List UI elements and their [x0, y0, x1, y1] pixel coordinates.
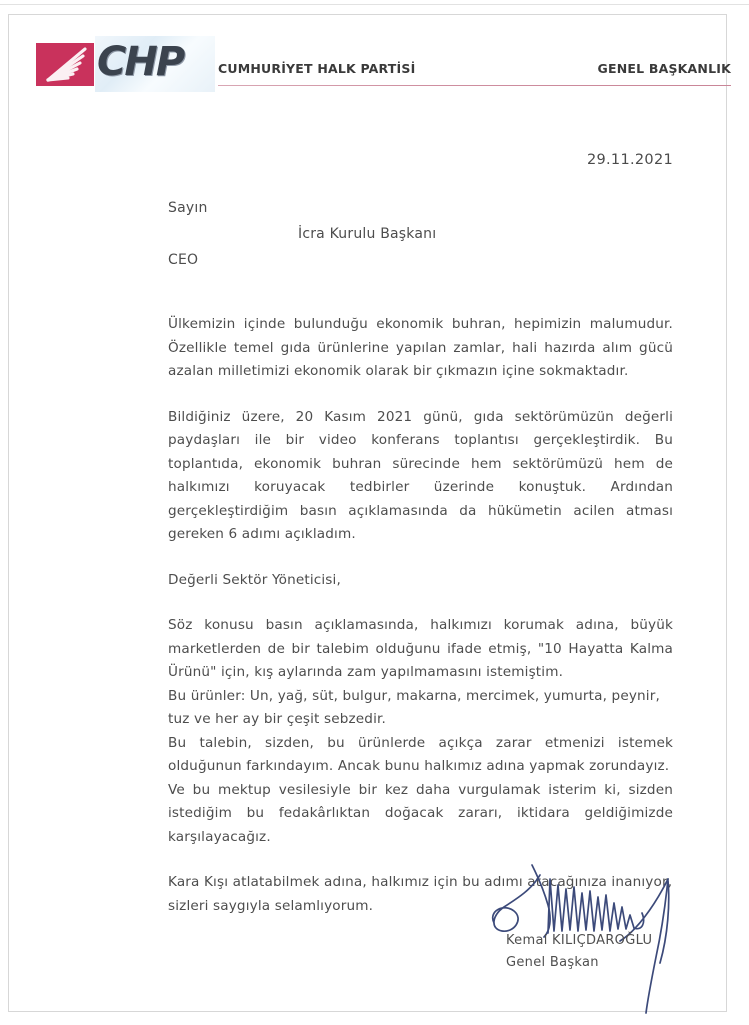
body-paragraph: Ülkemizin içinde bulunduğu ekonomik buhran, hepimizin malumudur. Özellikle temel gıda ürünlerine yapılan zamlar, hali hazırda alım gücü azalan milletimizi ekonomik olarak bir çıkmazın içine sokmaktadır.	[168, 316, 673, 379]
salutation-line-1: Sayın	[168, 200, 208, 216]
body-request-block	[168, 614, 673, 849]
body-paragraph: Bildiğiniz üzere, 20 Kasım 2021 günü, gıda sektörümüzün değerli paydaşları ile bir video konferans toplantısı gerçekleştirdik. Bu toplantıda, ekonomik buhran sürecinde hem sektörümüzü hem de halkımızı koruyacak tedbirler üzerinde konuştuk. Ardından gerçekleştirdiğim basın açıklamasında da hükümetin acilen atması gereken 6 adımı açıkladım.	[168, 408, 673, 542]
letter-date: 29.11.2021	[586, 152, 673, 168]
six-arrows-emblem-icon	[36, 43, 94, 86]
party-name: CUMHURİYET HALK PARTİSİ	[218, 61, 416, 76]
signatory-title: Genel Başkan	[506, 955, 599, 970]
salutation-line-3: CEO	[168, 252, 199, 268]
signatory-name: Kemal KILIÇDAROĞLU	[506, 933, 653, 948]
chp-wordmark-text: CHP	[97, 39, 184, 85]
body-greeting: Değerli Sektör Yöneticisi,	[168, 571, 341, 588]
header-divider	[218, 85, 731, 86]
letterhead	[0, 0, 749, 110]
salutation-block	[168, 195, 668, 273]
signature-block	[470, 845, 720, 1020]
body-paragraph: Ve bu mektup vesilesiyle bir kez daha vurgulamak isterim ki, sizden istediğim bu fedakârlıktan doğacak zararı, iktidara geldiğimizde karşılayacağız.	[168, 781, 673, 845]
chp-wordmark	[95, 36, 215, 92]
body-closing: Kara Kışı atlatabilmek adına, halkımız için bu adımı atacağınıza inanıyor, sizleri saygıyla selamlıyorum.	[168, 874, 673, 914]
body-paragraph: Bu ürünler: Un, yağ, süt, bulgur, makarna, mercimek, yumurta, peynir, tuz ve her ay bir çeşit sebzedir.	[168, 687, 660, 727]
salutation-line-2: İcra Kurulu Başkanı	[298, 226, 437, 242]
body-paragraph: Bu talebin, sizden, bu ürünlerde açıkça zarar etmenizi istemek olduğunun farkındayım. Ancak bunu halkımız adına yapmak zorundayız.	[168, 734, 673, 774]
department-name: GENEL BAŞKANLIK	[597, 61, 731, 76]
body-paragraph: Söz konusu basın açıklamasında, halkımızı korumak adına, büyük marketlerden de bir talebim olduğunu ifade etmiş, "10 Hayatta Kalma Ürünü" için, kış aylarında zam yapılmamasını istemiştim.	[168, 617, 673, 680]
